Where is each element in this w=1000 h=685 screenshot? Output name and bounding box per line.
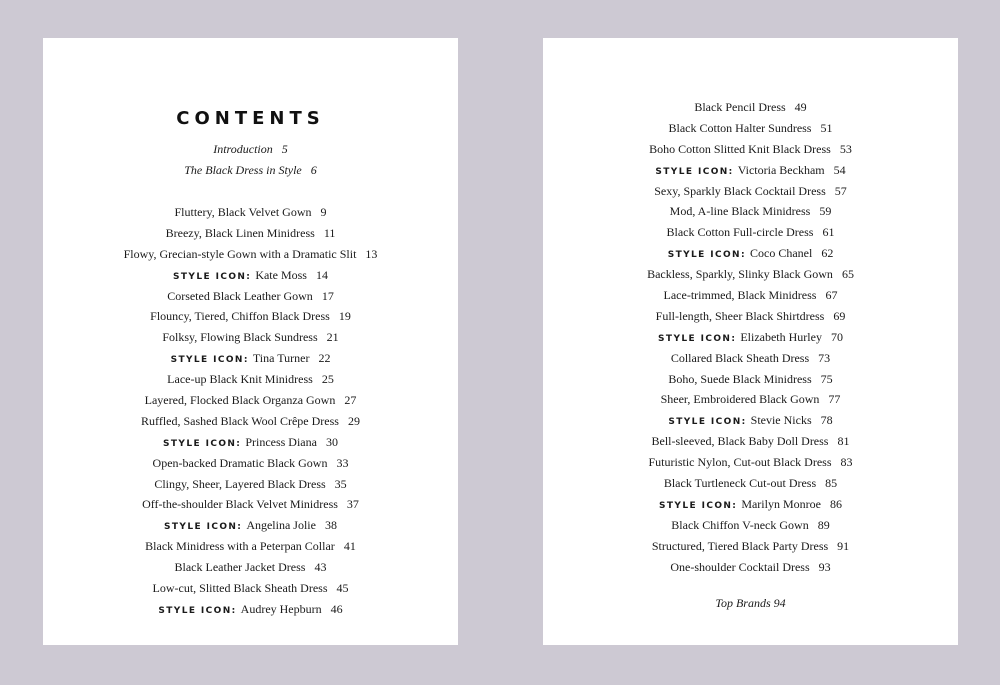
toc-entry[interactable] (43, 139, 458, 160)
entry-title: Stevie Nicks (750, 413, 812, 428)
page-number: 62 (821, 246, 834, 261)
toc-entry[interactable] (543, 452, 958, 473)
right-toc-list (543, 97, 958, 577)
style-icon-label: STYLE ICON: (667, 250, 746, 261)
toc-entry[interactable] (543, 431, 958, 452)
style-icon-entry[interactable] (543, 494, 958, 515)
toc-entry[interactable] (43, 494, 458, 515)
entry-title: Kate Moss (255, 267, 307, 282)
toc-entry[interactable] (543, 515, 958, 536)
entry-title: Black Turtleneck Cut-out Dress (663, 476, 817, 491)
entry-title: Flouncy, Tiered, Chiffon Black Dress (150, 309, 330, 324)
toc-entry[interactable] (43, 327, 458, 348)
page-number: 46 (330, 601, 343, 616)
style-icon-entry[interactable] (43, 599, 458, 620)
toc-entry[interactable] (43, 160, 458, 181)
entry-title: Folksy, Flowing Black Sundress (162, 330, 318, 345)
entry-title: Clingy, Sheer, Layered Black Dress (154, 476, 326, 491)
page-number: 45 (336, 581, 349, 596)
entry-title: Elizabeth Hurley (740, 329, 822, 344)
left-toc-list (43, 202, 458, 620)
entry-title: Sheer, Embroidered Black Gown (660, 392, 820, 407)
page-number: 5 (281, 142, 288, 156)
page-number: 43 (314, 560, 327, 575)
page-number: 65 (841, 267, 854, 282)
entry-title: Princess Diana (245, 434, 317, 449)
entry-title: Marilyn Monroe (741, 496, 821, 511)
page-number: 14 (315, 267, 328, 282)
toc-entry[interactable] (43, 453, 458, 474)
page-number: 57 (834, 183, 847, 198)
style-icon-entry[interactable] (43, 515, 458, 536)
entry-title: Introduction (213, 142, 273, 156)
page-number: 33 (336, 455, 349, 470)
page-number: 81 (837, 434, 850, 449)
toc-entry[interactable] (543, 557, 958, 578)
page-number: 30 (325, 434, 338, 449)
toc-entry[interactable] (43, 557, 458, 578)
toc-entry[interactable] (543, 201, 958, 222)
toc-entry[interactable] (43, 536, 458, 557)
page-number: 38 (324, 518, 337, 533)
page-number: 78 (820, 413, 833, 428)
page-number: 25 (321, 372, 334, 387)
entry-title: Black Pencil Dress (694, 100, 786, 114)
style-icon-label: STYLE ICON: (655, 166, 734, 177)
entry-title: Backless, Sparkly, Slinky Black Gown (647, 267, 833, 282)
page-number: 9 (320, 205, 327, 219)
style-icon-label: STYLE ICON: (173, 271, 252, 282)
toc-entry[interactable] (543, 181, 958, 202)
page-number: 27 (344, 393, 357, 408)
entry-title: Boho, Suede Black Minidress (668, 371, 812, 386)
toc-entry[interactable] (543, 473, 958, 494)
style-icon-entry[interactable] (43, 348, 458, 369)
page-number: 59 (819, 204, 832, 219)
entry-title: Victoria Beckham (737, 162, 825, 177)
entry-title: Black Cotton Halter Sundress (668, 120, 812, 135)
entry-title: Ruffled, Sashed Black Wool Crêpe Dress (141, 413, 339, 428)
page-number: 53 (839, 141, 852, 156)
toc-entry[interactable] (43, 369, 458, 390)
entry-title: Layered, Flocked Black Organza Gown (144, 393, 336, 408)
page-number: 13 (365, 246, 378, 261)
entry-title: Angelina Jolie (246, 518, 316, 533)
toc-entry[interactable] (543, 97, 958, 118)
entry-title: Corseted Black Leather Gown (167, 288, 313, 303)
style-icon-label: STYLE ICON: (158, 605, 237, 616)
contents-title: CONTENTS (176, 108, 325, 129)
page-number: 83 (840, 455, 853, 470)
page-number: 73 (818, 350, 831, 365)
page-number: 41 (343, 539, 356, 554)
entry-title: Mod, A-line Black Minidress (669, 204, 811, 219)
entry-title: Black Chiffon V-neck Gown (671, 517, 809, 532)
toc-entry[interactable] (43, 390, 458, 411)
entry-title: Black Cotton Full-circle Dress (666, 225, 814, 240)
page-number: 37 (346, 497, 359, 512)
toc-entry[interactable] (43, 202, 458, 223)
entry-title: Bell-sleeved, Black Baby Doll Dress (651, 434, 829, 449)
toc-entry[interactable] (43, 223, 458, 244)
page-number: 19 (338, 309, 351, 324)
entry-title: Boho Cotton Slitted Knit Black Dress (649, 141, 831, 156)
entry-title: Tina Turner (252, 351, 310, 366)
toc-entry[interactable] (543, 369, 958, 390)
entry-title: Low-cut, Slitted Black Sheath Dress (152, 581, 328, 596)
page-number: 67 (825, 288, 838, 303)
page-number: 29 (347, 413, 360, 428)
page-number: 61 (822, 225, 835, 240)
style-icon-entry[interactable] (543, 327, 958, 348)
page-number: 70 (830, 329, 843, 344)
page-number: 86 (829, 496, 842, 511)
entry-title: Off-the-shoulder Black Velvet Minidress (142, 497, 338, 512)
page-number: 11 (323, 225, 336, 240)
style-icon-entry[interactable] (43, 432, 458, 453)
entry-title: One-shoulder Cocktail Dress (670, 559, 810, 574)
toc-entry[interactable] (543, 118, 958, 139)
toc-entry[interactable] (543, 285, 958, 306)
toc-entry[interactable] (543, 264, 958, 285)
page-number: 6 (310, 162, 317, 177)
style-icon-entry[interactable] (543, 410, 958, 431)
entry-title: The Black Dress in Style (184, 162, 302, 177)
toc-entry[interactable] (43, 411, 458, 432)
entry-title: Audrey Hepburn (240, 601, 322, 616)
style-icon-label: STYLE ICON: (658, 333, 737, 344)
style-icon-label: STYLE ICON: (659, 500, 738, 511)
toc-entry[interactable] (43, 286, 458, 307)
entry-title: Futuristic Nylon, Cut-out Black Dress (648, 455, 832, 470)
toc-entry[interactable] (43, 306, 458, 327)
page-number: 85 (825, 476, 838, 491)
page-number: 51 (820, 120, 833, 135)
style-icon-entry[interactable] (543, 160, 958, 181)
entry-title: Lace-up Black Knit Minidress (167, 372, 313, 387)
toc-entry[interactable] (43, 244, 458, 265)
toc-entry[interactable] (543, 348, 958, 369)
entry-title: Black Minidress with a Peterpan Collar (145, 539, 335, 554)
page-number: 75 (820, 371, 833, 386)
entry-title: Lace-trimmed, Black Minidress (663, 288, 817, 303)
toc-entry[interactable] (543, 222, 958, 243)
top-brands-entry[interactable]: Top Brands 94 (715, 596, 786, 610)
entry-title: Open-backed Dramatic Black Gown (152, 455, 328, 470)
page-number: 54 (833, 162, 846, 177)
entry-title: Flowy, Grecian-style Gown with a Dramatic Slit (123, 246, 357, 261)
page-number: 35 (334, 476, 347, 491)
entry-title: Fluttery, Black Velvet Gown (174, 205, 312, 219)
page-number: 22 (318, 351, 331, 366)
right-page (543, 38, 958, 645)
page-number: 49 (794, 100, 807, 114)
page-number: 17 (321, 288, 334, 303)
entry-title: Full-length, Sheer Black Shirtdress (655, 308, 825, 323)
entry-title: Black Leather Jacket Dress (174, 560, 306, 575)
toc-entry[interactable] (43, 474, 458, 495)
intro-list (43, 139, 458, 181)
entry-title: Structured, Tiered Black Party Dress (651, 538, 829, 553)
toc-entry[interactable] (43, 578, 458, 599)
page-number: 21 (326, 330, 339, 345)
toc-entry[interactable] (543, 389, 958, 410)
page-number: 77 (828, 392, 841, 407)
page-number: 89 (817, 517, 830, 532)
page-number: 91 (837, 538, 850, 553)
toc-entry[interactable] (543, 306, 958, 327)
entry-title: Sexy, Sparkly Black Cocktail Dress (654, 183, 826, 198)
toc-entry[interactable] (543, 139, 958, 160)
toc-entry[interactable] (543, 536, 958, 557)
page-number: 69 (833, 308, 846, 323)
style-icon-label: STYLE ICON: (170, 355, 249, 366)
style-icon-label: STYLE ICON: (164, 522, 243, 533)
style-icon-label: STYLE ICON: (163, 438, 242, 449)
style-icon-entry[interactable] (543, 243, 958, 264)
entry-title: Breezy, Black Linen Minidress (165, 225, 315, 240)
left-page (43, 38, 458, 645)
page-number: 93 (818, 559, 831, 574)
entry-title: Coco Chanel (749, 246, 813, 261)
style-icon-entry[interactable] (43, 265, 458, 286)
style-icon-label: STYLE ICON: (668, 417, 747, 428)
entry-title: Collared Black Sheath Dress (670, 350, 810, 365)
